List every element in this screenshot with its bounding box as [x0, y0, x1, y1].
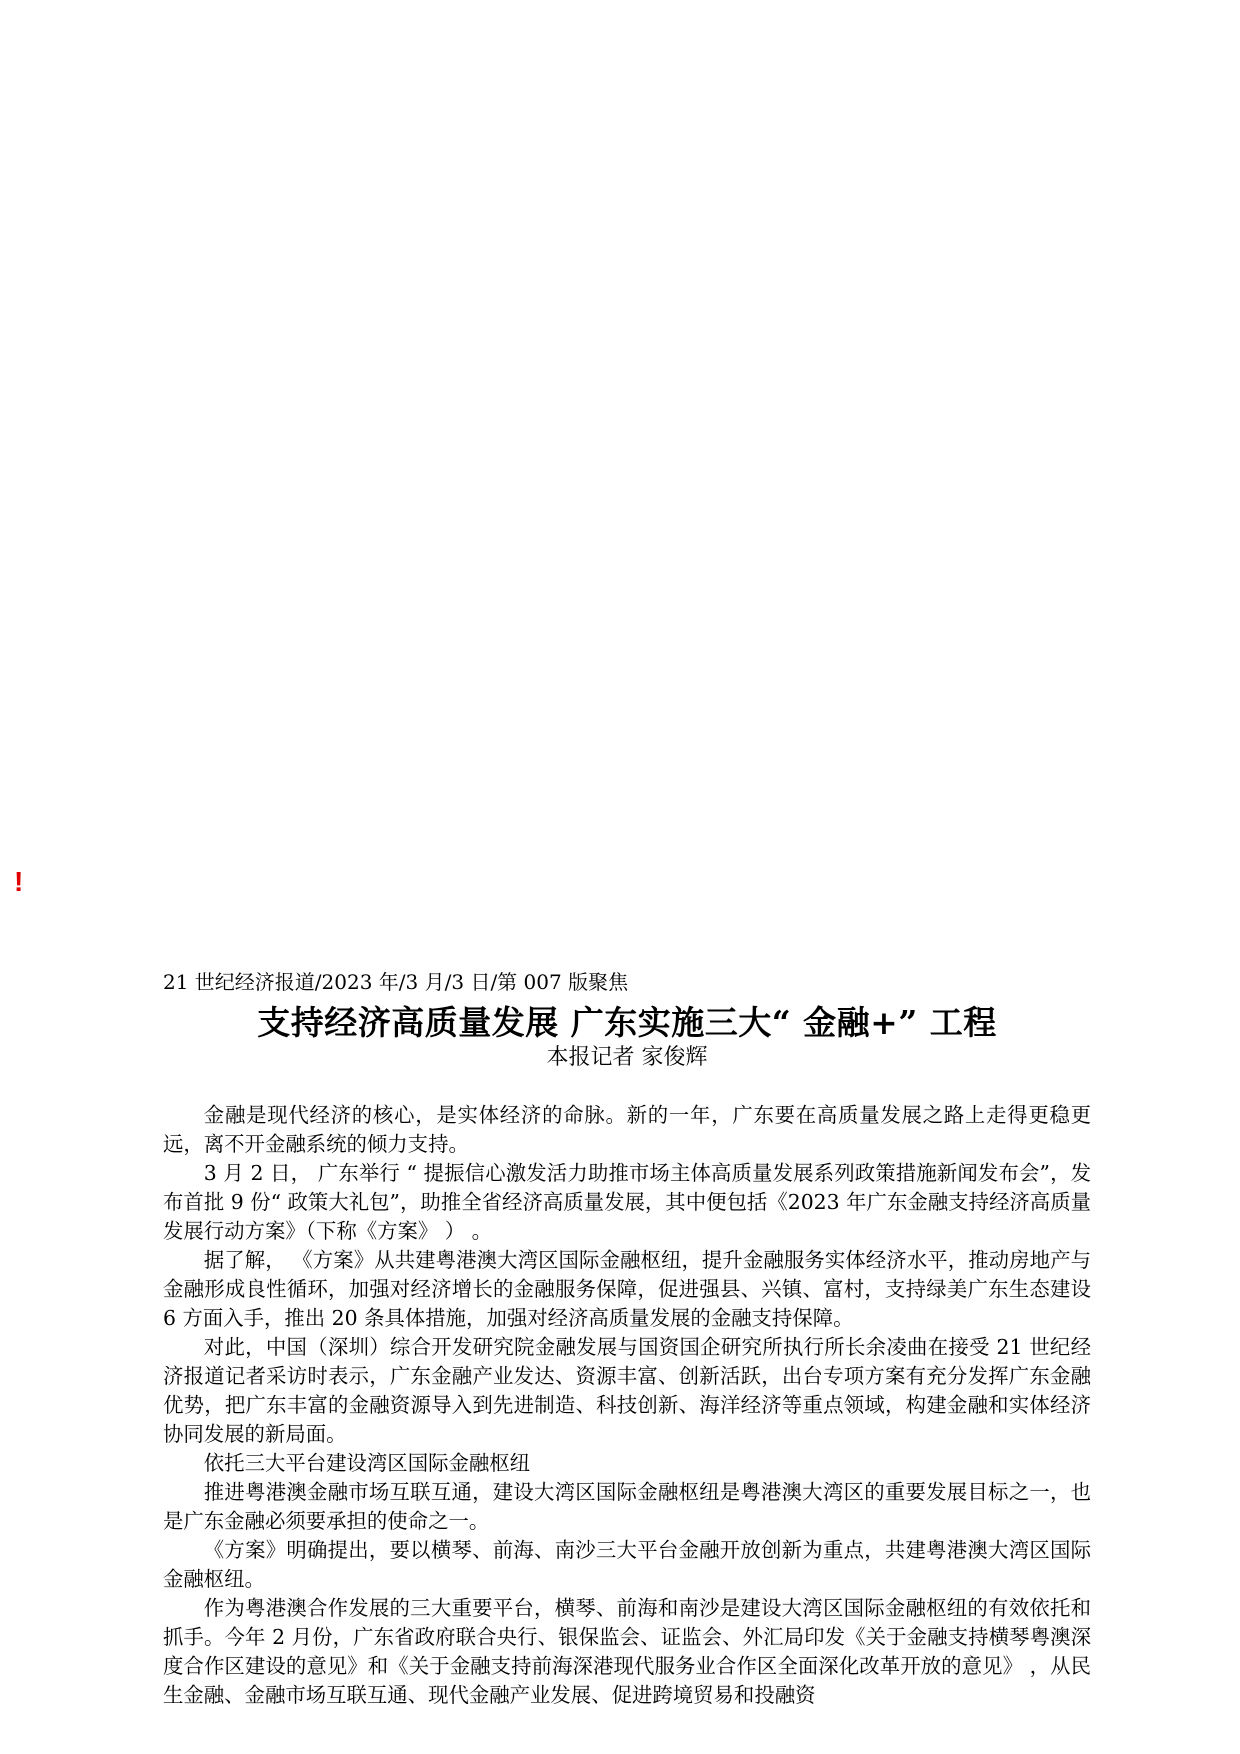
- paragraph: 3 月 2 日， 广东举行 “ 提振信心激发活力助推市场主体高质量发展系列政策措施新闻发布会”，发布首批 9 份“ 政策大礼包”，助推全省经济高质量发展，其中便包括《2023 年广东金融支持经济高质量发展行动方案》（下称《方案》 ） 。: [163, 1161, 1091, 1243]
- warning-mark: !: [14, 866, 24, 897]
- paragraph: 《方案》明确提出，要以横琴、前海、南沙三大平台金融开放创新为重点，共建粤港澳大湾区国际金融枢纽。: [163, 1538, 1091, 1591]
- article: [163, 968, 1091, 1710]
- paragraph: 对此，中国（深圳）综合开发研究院金融发展与国资国企研究所执行所长余凌曲在接受 21 世纪经济报道记者采访时表示，广东金融产业发达、资源丰富、创新活跃，出台专项方案有充分发挥广东金融优势，把广东丰富的金融资源导入到先进制造、科技创新、海洋经济等重点领域，构建金融和实体经济协同发展的新局面。: [163, 1335, 1091, 1446]
- paragraph: 推进粤港澳金融市场互联互通，建设大湾区国际金融枢纽是粤港澳大湾区的重要发展目标之一，也是广东金融必须要承担的使命之一。: [163, 1480, 1091, 1533]
- paragraph: 据了解， 《方案》从共建粤港澳大湾区国际金融枢纽，提升金融服务实体经济水平，推动房地产与金融形成良性循环，加强对经济增长的金融服务保障，促进强县、兴镇、富村，支持绿美广东生态建设 6 方面入手，推出 20 条具体措施，加强对经济高质量发展的金融支持保障。: [163, 1248, 1091, 1330]
- byline: 本报记者 家俊辉: [546, 1045, 708, 1070]
- article-title: 支持经济高质量发展 广东实施三大“ 金融+” 工程: [257, 1003, 997, 1042]
- source-line: 21 世纪经济报道/2023 年/3 月/3 日/第 007 版聚焦: [163, 970, 629, 994]
- paragraph: 作为粤港澳合作发展的三大重要平台，横琴、前海和南沙是建设大湾区国际金融枢纽的有效依托和抓手。今年 2 月份，广东省政府联合央行、银保监会、证监会、外汇局印发《关于金融支持横琴粤澳深度合作区建设的意见》和《关于金融支持前海深港现代服务业合作区全面深化改革开放的意见》 ，从民生金融、金融市场互联互通、现代金融产业发展、促进跨境贸易和投融资: [163, 1596, 1091, 1707]
- paragraph: 金融是现代经济的核心，是实体经济的命脉。新的一年，广东要在高质量发展之路上走得更稳更远，离不开金融系统的倾力支持。: [163, 1103, 1091, 1156]
- section-heading: 依托三大平台建设湾区国际金融枢纽: [203, 1451, 531, 1475]
